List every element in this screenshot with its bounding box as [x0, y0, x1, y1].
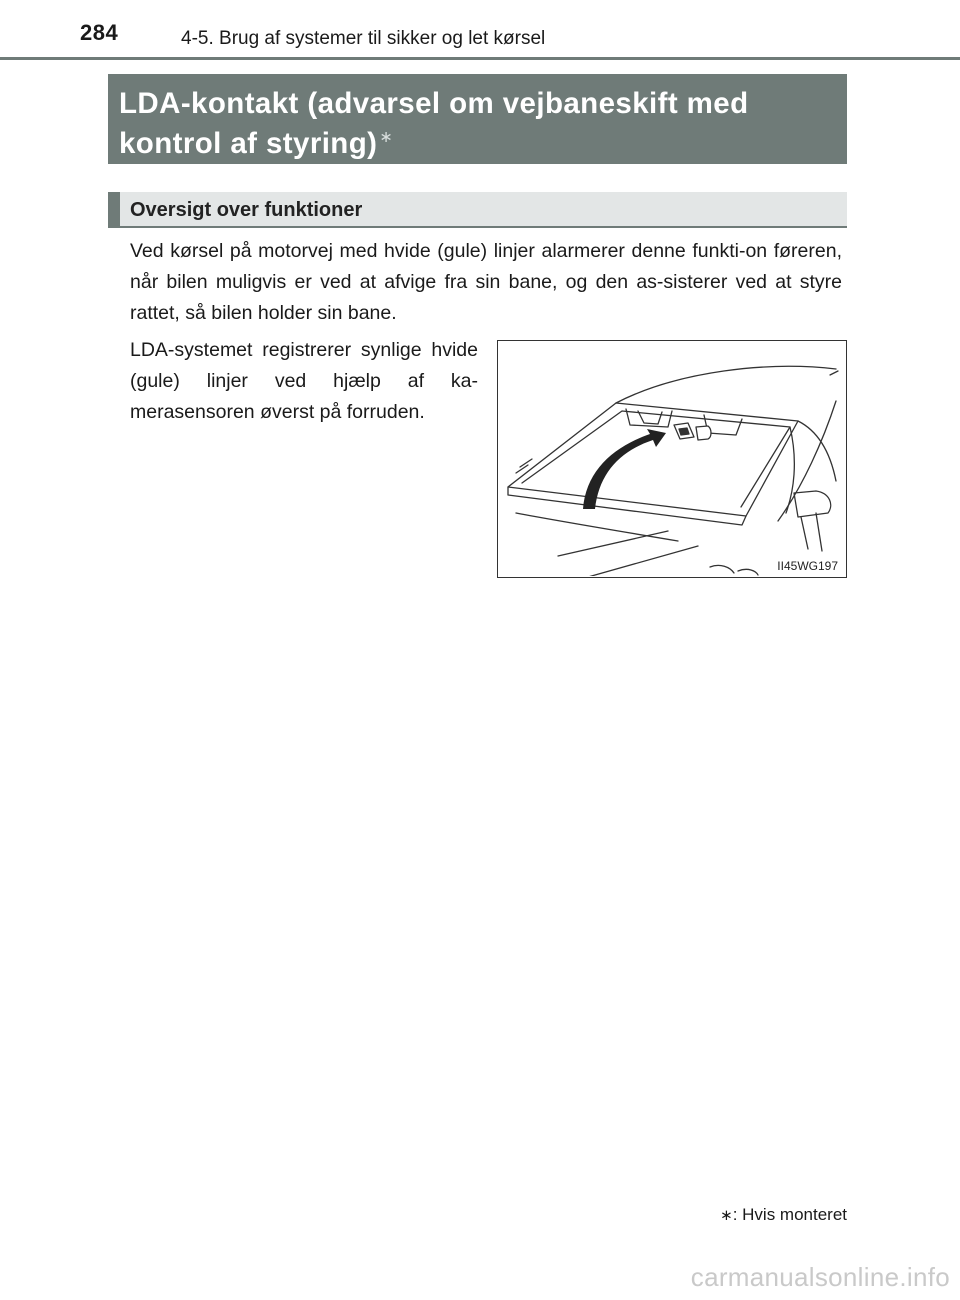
- footnote: [720, 1205, 847, 1225]
- pointer-arrow-icon: [583, 429, 666, 509]
- subsection-header: [108, 192, 847, 228]
- figure-windshield: [497, 340, 847, 578]
- body-paragraph-1: Ved kørsel på motorvej med hvide (gule) linjer alarmerer denne funkti-on føreren, når bilen muligvis er ved at afvige fra sin bane, og den as-sisterer ved at styre rattet, så bilen holder sin bane.: [130, 240, 842, 324]
- fitted-mark-icon: ∗: [379, 129, 394, 147]
- header-rule: [0, 57, 960, 60]
- section-title: [119, 84, 837, 164]
- footnote-mark-icon: ∗: [720, 1207, 733, 1224]
- body-paragraph-2: LDA-systemet registrerer synlige hvide (gule) linjer ved hjælp af ka-merasensoren øverst på forruden.: [130, 339, 478, 423]
- figure-code: II45WG197: [777, 559, 838, 573]
- page-number: 284: [80, 20, 119, 45]
- running-header: 4-5. Brug af systemer til sikker og let kørsel: [181, 28, 546, 49]
- footnote-text: : Hvis monteret: [732, 1205, 847, 1224]
- site-watermark: carmanualsonline.info: [690, 1262, 950, 1292]
- section-title-text: LDA-kontakt (advarsel om vejbaneskift med kontrol af styring): [119, 87, 749, 160]
- windshield-illustration: [498, 341, 845, 576]
- subsection-title: Oversigt over funktioner: [130, 199, 363, 221]
- section-title-box: [108, 74, 847, 164]
- camera-sensor-icon: [674, 423, 711, 440]
